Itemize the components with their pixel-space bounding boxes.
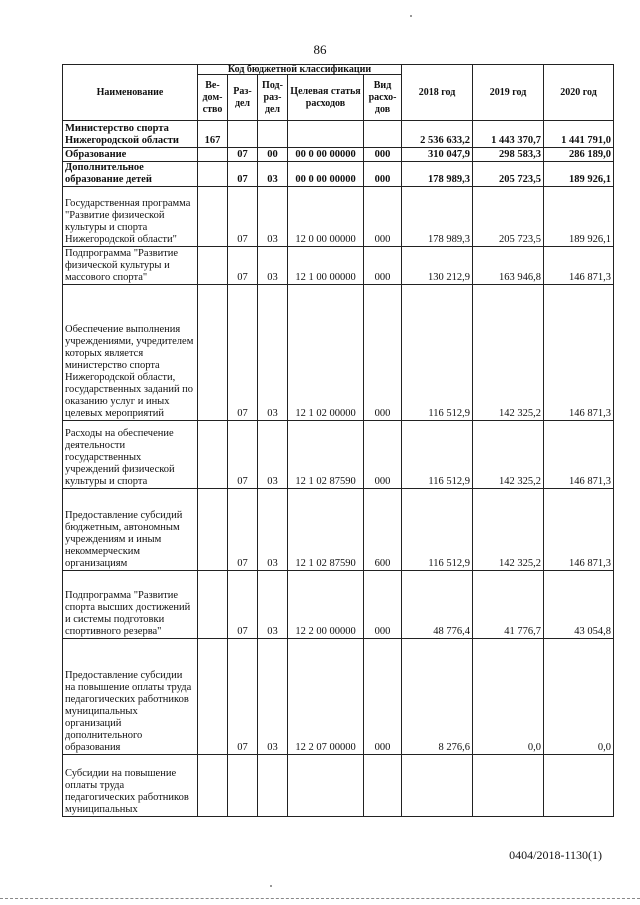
table-cell-name: Подпрограмма "Развитие спорта высших достижений и системы подготовки спортивного резерва": [63, 571, 198, 639]
table-cell-name: Расходы на обеспечение деятельности государственных учреждений физической культуры и спорта: [63, 421, 198, 489]
table-cell-razdel: 07: [228, 639, 258, 755]
table-cell-podrazdel: 03: [258, 571, 288, 639]
table-cell-2018: [402, 755, 473, 817]
table-cell-podrazdel: 03: [258, 162, 288, 187]
table-row: [63, 571, 614, 639]
table-cell-2020: 146 871,3: [544, 285, 614, 421]
table-row: [63, 121, 614, 148]
table-cell-target: 00 0 00 00000: [288, 162, 364, 187]
table-cell-2019: 163 946,8: [473, 247, 544, 285]
table-cell-vedomstvo: [198, 148, 228, 162]
table-row: [63, 162, 614, 187]
table-cell-2018: 48 776,4: [402, 571, 473, 639]
table-cell-razdel: 07: [228, 489, 258, 571]
table-cell-2020: 0,0: [544, 639, 614, 755]
header-razdel: Раз-дел: [228, 75, 258, 121]
table-cell-razdel: [228, 755, 258, 817]
scan-edge: [0, 898, 640, 899]
table-cell-target: [288, 121, 364, 148]
table-cell-vid: 000: [364, 187, 402, 247]
header-target: Целевая статья расходов: [288, 75, 364, 121]
page-number: 86: [313, 42, 327, 57]
table-cell-name: Министерство спорта Нижегородской области: [63, 121, 198, 148]
table-cell-2019: [473, 755, 544, 817]
table-cell-target: 12 1 00 00000: [288, 247, 364, 285]
table-cell-razdel: 07: [228, 148, 258, 162]
table-body: [63, 121, 614, 817]
table-cell-2018: 130 212,9: [402, 247, 473, 285]
table-cell-name: Предоставление субсидии на повышение оплаты труда педагогических работников муниципальных организаций дополнительного образования: [63, 639, 198, 755]
table-cell-vid: 000: [364, 285, 402, 421]
table-cell-name: Образование: [63, 148, 198, 162]
table-cell-name: Государственная программа "Развитие физической культуры и спорта Нижегородской области": [63, 187, 198, 247]
table-cell-2018: 116 512,9: [402, 421, 473, 489]
table-cell-name: Дополнительное образование детей: [63, 162, 198, 187]
table-cell-2019: 142 325,2: [473, 421, 544, 489]
table-cell-2020: [544, 755, 614, 817]
table-cell-target: 00 0 00 00000: [288, 148, 364, 162]
table-cell-vedomstvo: [198, 755, 228, 817]
table-cell-2019: 205 723,5: [473, 187, 544, 247]
table-cell-2019: 1 443 370,7: [473, 121, 544, 148]
table-cell-vid: [364, 121, 402, 148]
table-cell-2019: 298 583,3: [473, 148, 544, 162]
table-cell-2019: 0,0: [473, 639, 544, 755]
table-row: [63, 639, 614, 755]
header-2020: 2020 год: [544, 65, 614, 121]
table-cell-2019: 205 723,5: [473, 162, 544, 187]
table-cell-2020: 146 871,3: [544, 421, 614, 489]
table-cell-target: 12 2 07 00000: [288, 639, 364, 755]
table-cell-razdel: 07: [228, 162, 258, 187]
table-cell-podrazdel: 03: [258, 247, 288, 285]
table-cell-2020: 146 871,3: [544, 489, 614, 571]
table-cell-2020: 43 054,8: [544, 571, 614, 639]
table-cell-2018: 116 512,9: [402, 285, 473, 421]
table-cell-2018: 178 989,3: [402, 187, 473, 247]
table-cell-vedomstvo: [198, 571, 228, 639]
header-2019: 2019 год: [473, 65, 544, 121]
table-cell-2019: 142 325,2: [473, 489, 544, 571]
table-cell-vid: 000: [364, 571, 402, 639]
table-cell-2018: 310 047,9: [402, 148, 473, 162]
table-cell-podrazdel: [258, 121, 288, 148]
header-budget-code-group: Код бюджетной классификации: [198, 65, 402, 75]
header-2018: 2018 год: [402, 65, 473, 121]
table-cell-vid: [364, 755, 402, 817]
table-cell-2019: 142 325,2: [473, 285, 544, 421]
table-cell-razdel: 07: [228, 285, 258, 421]
table-cell-name: Субсидии на повышение оплаты труда педагогических работников муниципальных: [63, 755, 198, 817]
table-cell-razdel: 07: [228, 187, 258, 247]
table-row: [63, 148, 614, 162]
table-cell-podrazdel: 00: [258, 148, 288, 162]
table-cell-vedomstvo: 167: [198, 121, 228, 148]
table-cell-target: 12 1 02 87590: [288, 421, 364, 489]
table-cell-2018: 116 512,9: [402, 489, 473, 571]
table-cell-2020: 286 189,0: [544, 148, 614, 162]
scan-speck: [270, 885, 272, 887]
table-cell-podrazdel: [258, 755, 288, 817]
table-cell-name: Обеспечение выполнения учреждениями, учредителем которых является министерство спорта Нижегородской области, государственных заданий по оказанию услуг и иных целевых мероприятий: [63, 285, 198, 421]
table-cell-razdel: 07: [228, 247, 258, 285]
table-cell-2020: 189 926,1: [544, 187, 614, 247]
table-cell-vid: 000: [364, 162, 402, 187]
header-vid: Вид расхо-дов: [364, 75, 402, 121]
table-cell-vid: 000: [364, 247, 402, 285]
table-cell-2020: 189 926,1: [544, 162, 614, 187]
table-cell-podrazdel: 03: [258, 639, 288, 755]
table-cell-vedomstvo: [198, 187, 228, 247]
table-row: [63, 247, 614, 285]
table-cell-vedomstvo: [198, 285, 228, 421]
table-cell-2018: 8 276,6: [402, 639, 473, 755]
table-cell-vid: 600: [364, 489, 402, 571]
table-cell-2018: 2 536 633,2: [402, 121, 473, 148]
table-row: [63, 285, 614, 421]
table-row: [63, 187, 614, 247]
table-cell-podrazdel: 03: [258, 489, 288, 571]
table-cell-vid: 000: [364, 148, 402, 162]
table-cell-vedomstvo: [198, 489, 228, 571]
table-cell-vid: 000: [364, 639, 402, 755]
table-row: [63, 421, 614, 489]
table-row: [63, 755, 614, 817]
header-name: Наименование: [63, 65, 198, 121]
footer-document-code: 0404/2018-1130(1): [509, 848, 602, 862]
table-cell-vid: 000: [364, 421, 402, 489]
table-cell-2018: 178 989,3: [402, 162, 473, 187]
table-cell-vedomstvo: [198, 421, 228, 489]
table-cell-target: 12 1 02 00000: [288, 285, 364, 421]
header-podrazdel: Под-раз-дел: [258, 75, 288, 121]
table-cell-razdel: 07: [228, 421, 258, 489]
table-cell-podrazdel: 03: [258, 187, 288, 247]
table-cell-2019: 41 776,7: [473, 571, 544, 639]
table-cell-target: 12 0 00 00000: [288, 187, 364, 247]
table-cell-razdel: [228, 121, 258, 148]
table-cell-name: Предоставление субсидий бюджетным, автономным учреждениям и иным некоммерческим организациям: [63, 489, 198, 571]
table-cell-podrazdel: 03: [258, 421, 288, 489]
table-cell-target: 12 2 00 00000: [288, 571, 364, 639]
table-cell-vedomstvo: [198, 162, 228, 187]
table-cell-razdel: 07: [228, 571, 258, 639]
table-cell-vedomstvo: [198, 639, 228, 755]
table-cell-name: Подпрограмма "Развитие физической культуры и массового спорта": [63, 247, 198, 285]
table-cell-target: [288, 755, 364, 817]
budget-table: [62, 64, 614, 817]
table-row: [63, 489, 614, 571]
table-cell-2020: 1 441 791,0: [544, 121, 614, 148]
table-cell-vedomstvo: [198, 247, 228, 285]
scan-speck: [410, 15, 412, 17]
header-vedomstvo: Ве-дом-ство: [198, 75, 228, 121]
table-cell-podrazdel: 03: [258, 285, 288, 421]
table-cell-target: 12 1 02 87590: [288, 489, 364, 571]
table-cell-2020: 146 871,3: [544, 247, 614, 285]
